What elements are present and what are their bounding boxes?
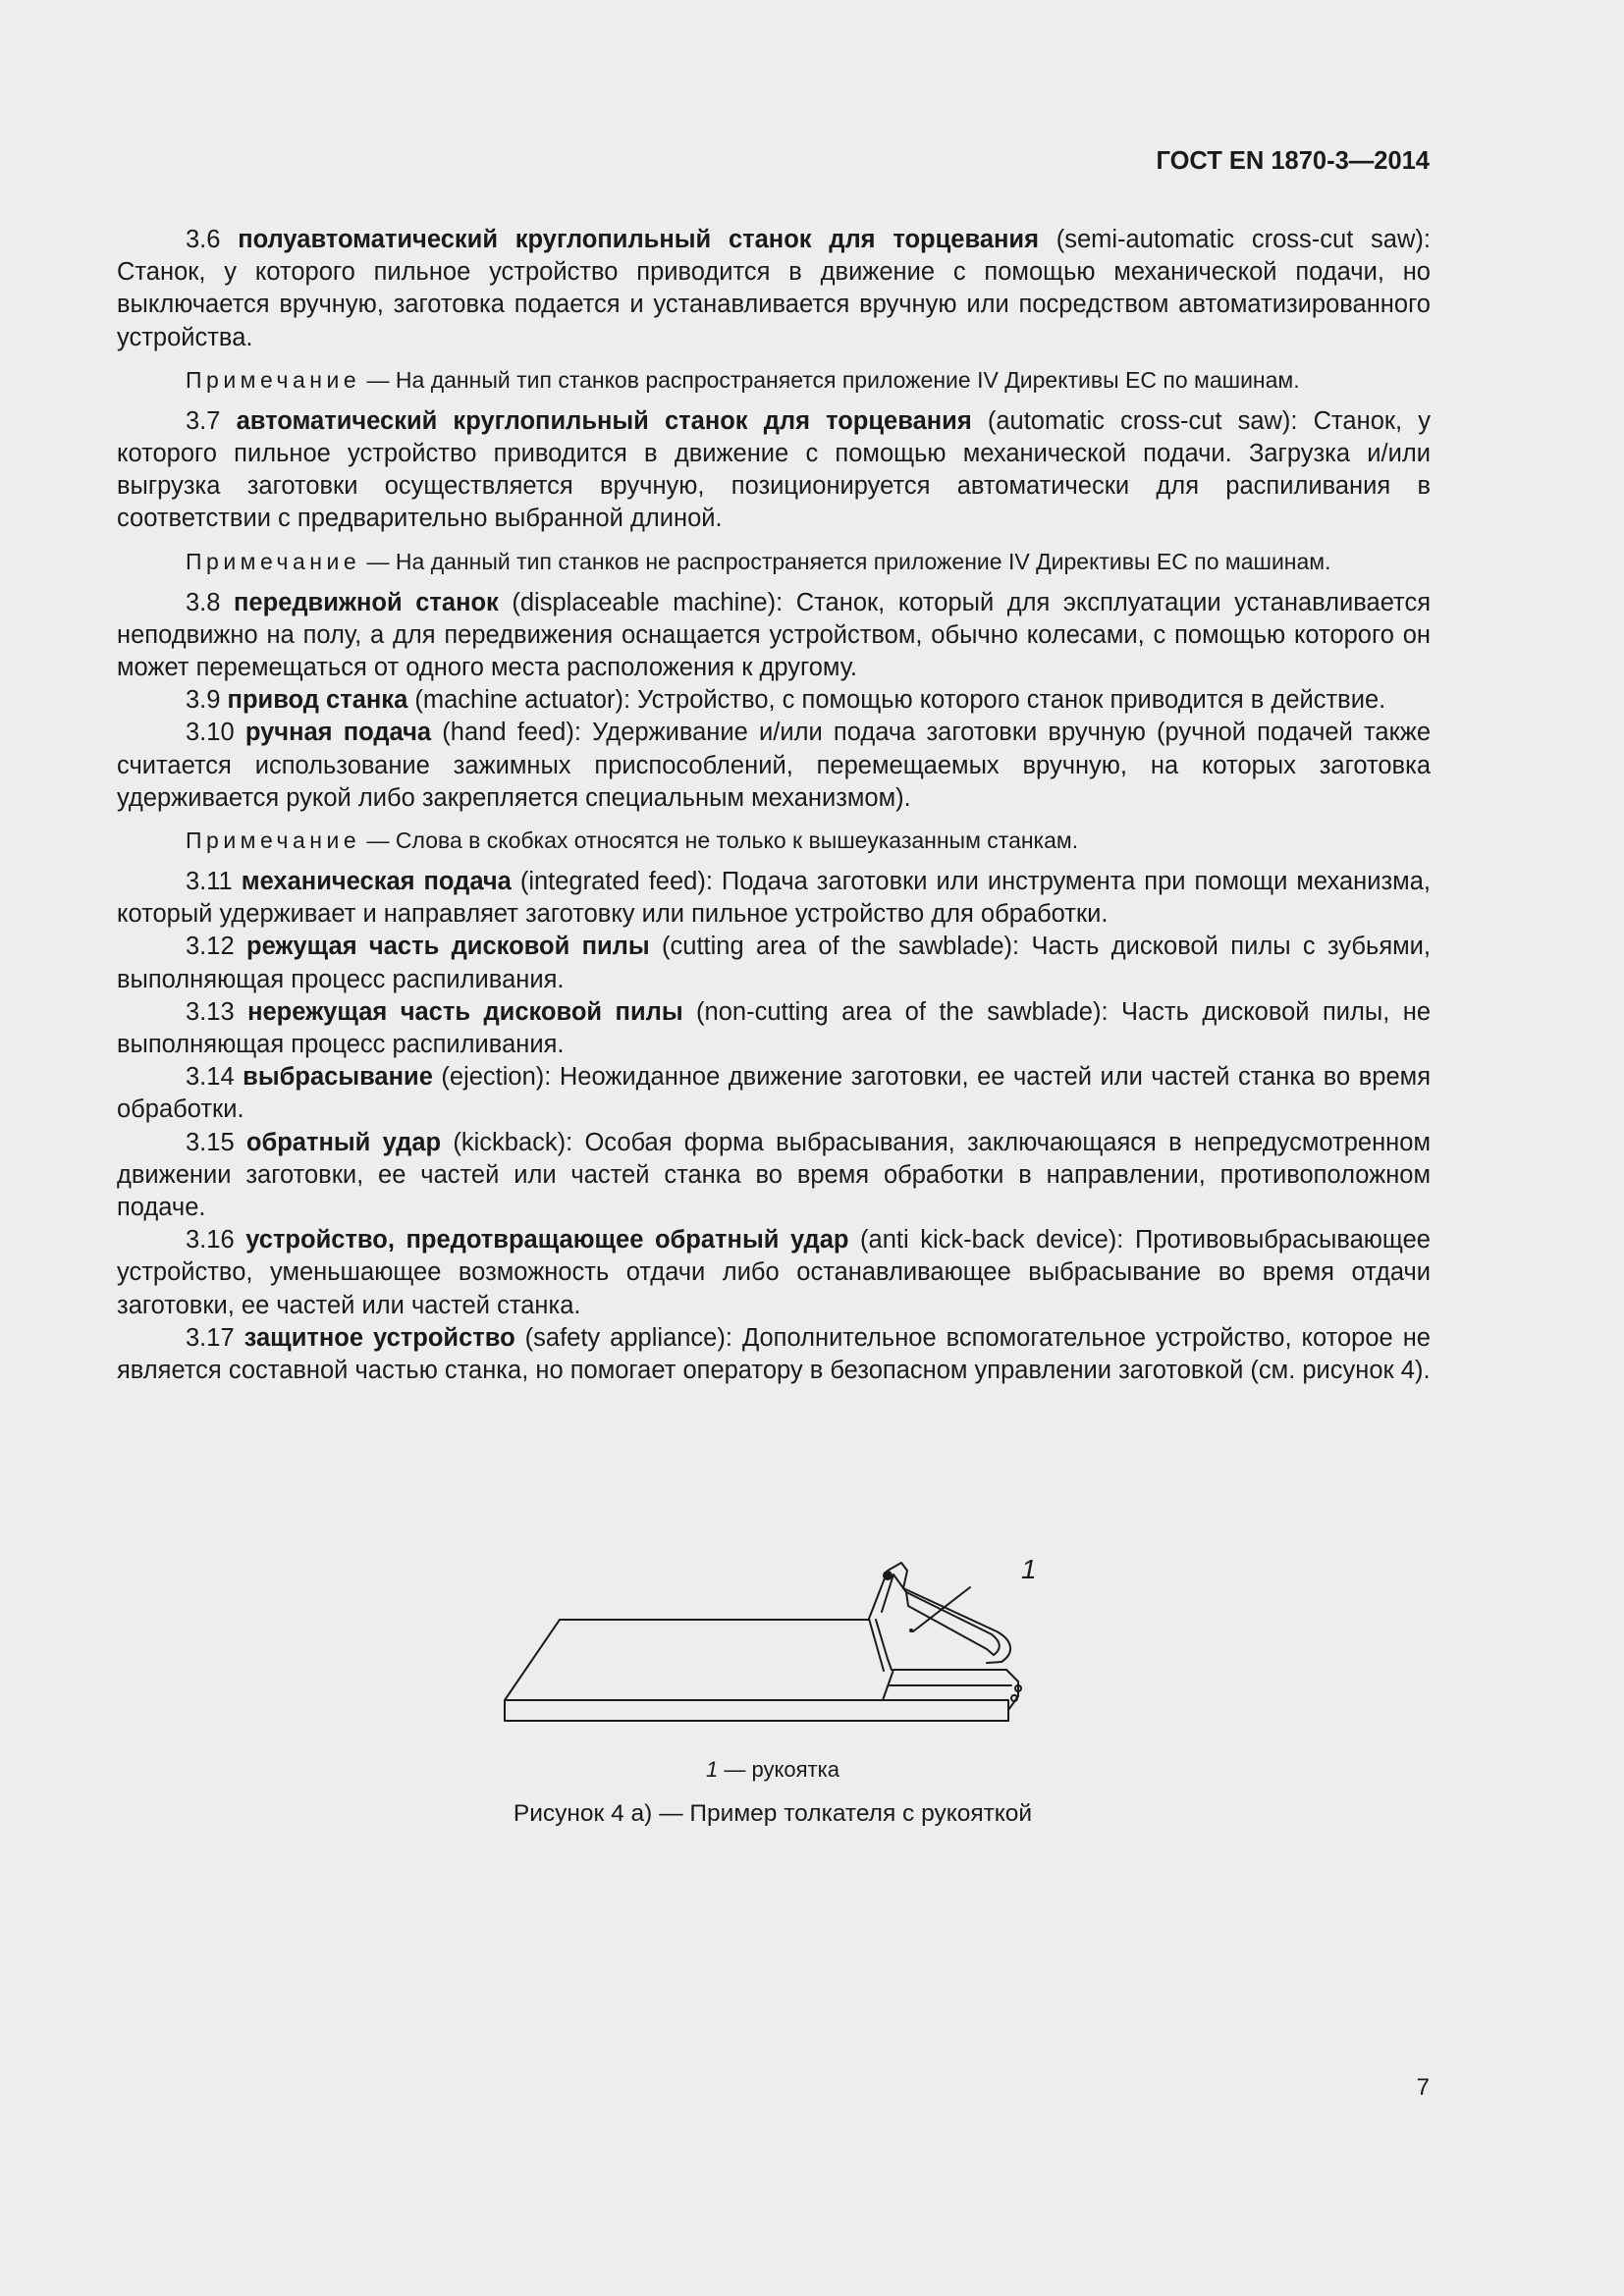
note-text: — На данный тип станков не распространяется приложение IV Директивы ЕС по машинам. — [360, 548, 1331, 574]
pusher-base — [883, 1670, 1018, 1710]
note-label: Примечание — [186, 548, 361, 574]
clause-number: 3.6 — [186, 226, 221, 253]
handle-pivot-dot — [883, 1571, 893, 1580]
clause-number: 3.17 — [186, 1323, 235, 1352]
term-title: привод станка — [227, 686, 408, 715]
paragraph-3-15 — [117, 1127, 1431, 1225]
callout-number: 1 — [1021, 1554, 1037, 1584]
note-text: — На данный тип станков распространяется приложение IV Директивы ЕС по машинам. — [360, 366, 1300, 393]
term-definition: (integrated feed): Подача заготовки или инструмента при помощи механизма, который удерживает и направляет заготовку или пильное устройство для обработки. — [117, 868, 1431, 929]
term-title: механическая подача — [241, 868, 512, 896]
term-title: режущая часть дисковой пилы — [246, 933, 650, 961]
paragraph-3-7 — [117, 405, 1431, 536]
document-code-header: ГОСТ EN 1870-3—2014 — [1156, 147, 1430, 175]
legend-number: 1 — [706, 1757, 719, 1782]
note-3-6 — [117, 365, 1431, 395]
paragraph-3-12 — [117, 931, 1431, 995]
clause-number: 3.10 — [186, 719, 235, 747]
term-title: устройство, предотвращающее обратный удар — [245, 1226, 849, 1255]
clause-number: 3.14 — [186, 1063, 235, 1092]
term-definition: (automatic cross-cut saw): Станок, у которого пильное устройство приводится в движение с помощью механической подачи. Загрузка и/или выгрузка заготовки осуществляется вручную, позиционируется автоматически для распиливания в соответствии с предварительно выбранной длиной. — [117, 406, 1431, 533]
clause-number: 3.8 — [186, 588, 221, 616]
note-label: Примечание — [186, 366, 361, 393]
page-number: 7 — [1416, 2074, 1430, 2101]
clause-number: 3.11 — [186, 868, 233, 896]
term-definition: (safety appliance): Дополнительное вспомогательное устройство, которое не является составной частью станка, но помогает оператору в безопасном управлении заготовкой (см. рисунок 4). — [117, 1323, 1431, 1385]
clause-number: 3.7 — [186, 406, 221, 435]
term-title: защитное устройство — [244, 1323, 515, 1352]
paragraph-3-13 — [117, 996, 1431, 1061]
paragraph-3-11 — [117, 866, 1431, 931]
term-title: передвижной станок — [234, 588, 499, 616]
term-definition: (non-cutting area of the sawblade): Часть дисковой пилы, не выполняющая процесс распиливания. — [117, 997, 1431, 1059]
clause-number: 3.9 — [186, 686, 221, 715]
figure-caption: Рисунок 4 а) — Пример толкателя с рукояткой — [513, 1800, 1033, 1827]
clause-number: 3.13 — [186, 997, 235, 1026]
paragraph-3-10 — [117, 717, 1431, 815]
term-definition: (kickback): Особая форма выбрасывания, заключающаяся в непредусмотренном движении заготовки, ее частей или частей станка во время обработки в направлении, противоположном подаче. — [117, 1128, 1431, 1222]
paragraph-3-9 — [117, 684, 1431, 717]
paragraph-3-8 — [117, 587, 1431, 685]
term-definition: (displaceable machine): Станок, который для эксплуатации устанавливается неподвижно на полу, а для передвижения оснащается устройством, обычно колесами, с помощью которого он может перемещаться от одного места расположения к другому. — [117, 588, 1431, 682]
note-3-10 — [117, 826, 1431, 855]
term-definition: (anti kick-back device): Противовыбрасывающее устройство, уменьшающее возможность отдачи либо останавливающее выбрасывание во время отдачи заготовки, ее частей или частей станка. — [117, 1226, 1431, 1319]
term-definition: (semi-automatic cross-cut saw): Станок, у которого пильное устройство приводится в движение с помощью механической подачи, но выключается вручную, заготовка подается и устанавливается вручную или посредством автоматизированного устройства. — [117, 226, 1431, 351]
clause-number: 3.16 — [186, 1226, 235, 1255]
paragraph-3-16 — [117, 1224, 1431, 1322]
term-title: автоматический круглопильный станок для торцевания — [236, 406, 972, 435]
note-label: Примечание — [186, 828, 361, 854]
document-body — [117, 224, 1431, 1387]
term-title: полуавтоматический круглопильный станок для торцевания — [238, 226, 1039, 253]
paragraph-3-14 — [117, 1061, 1431, 1126]
note-text: — Слова в скобках относятся не только к вышеуказанным станкам. — [360, 828, 1079, 854]
term-definition: (cutting area of the sawblade): Часть дисковой пилы с зубьями, выполняющая процесс распиливания. — [117, 933, 1431, 993]
term-title: выбрасывание — [243, 1063, 433, 1092]
term-definition: (hand feed): Удерживание и/или подача заготовки вручную (ручной подачей также считается использование зажимных приспособлений, перемещаемых вручную, на которых заготовка удерживается рукой либо закрепляется специальным механизмом). — [117, 719, 1431, 812]
push-stick-figure — [491, 1541, 1080, 1737]
note-3-7 — [117, 547, 1431, 576]
term-title: ручная подача — [244, 719, 432, 747]
paragraph-3-17 — [117, 1322, 1431, 1387]
paragraph-3-6 — [117, 224, 1431, 354]
term-definition: (machine actuator): Устройство, с помощью которого станок приводится в действие. — [407, 686, 1386, 715]
term-definition: (ejection): Неожиданное движение заготовки, ее частей или частей станка во время обработки. — [117, 1063, 1431, 1124]
clause-number: 3.12 — [186, 933, 235, 961]
figure-legend — [0, 1757, 1545, 1783]
clause-number: 3.15 — [186, 1128, 235, 1156]
term-title: обратный удар — [245, 1128, 442, 1156]
legend-text: — рукоятка — [718, 1757, 839, 1782]
term-title: нережущая часть дисковой пилы — [247, 997, 683, 1026]
